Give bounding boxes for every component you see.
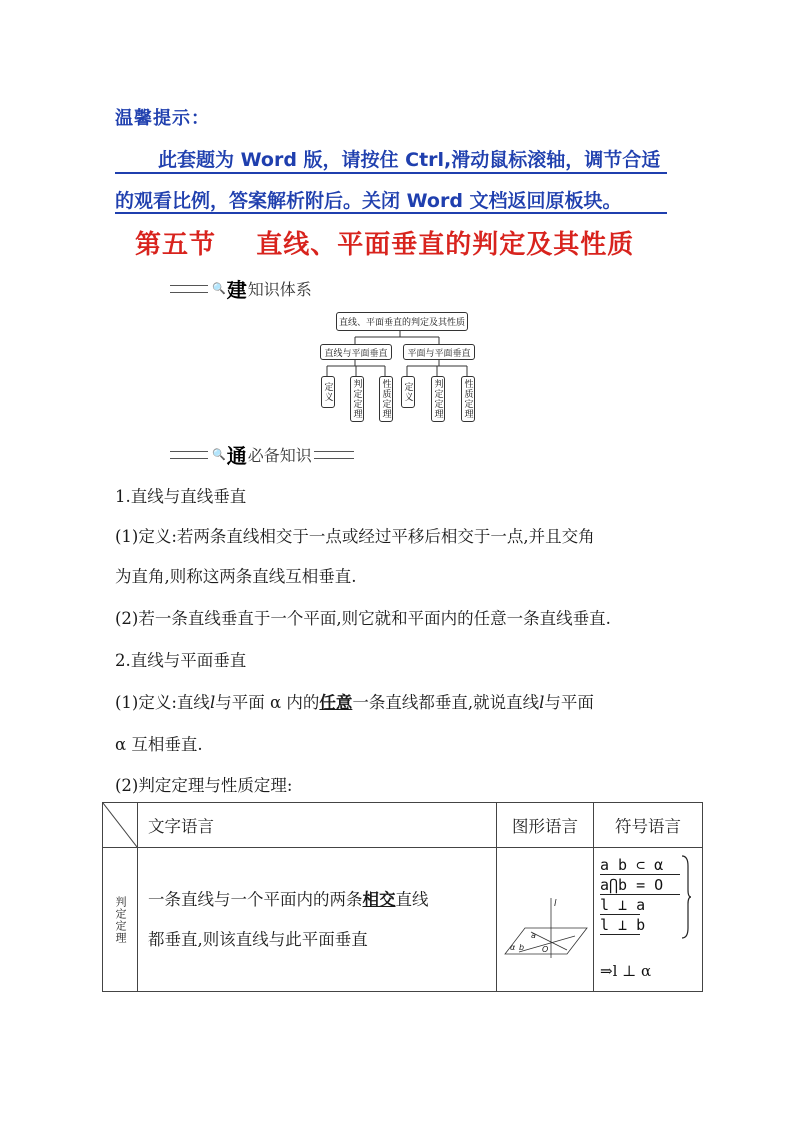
underlined-term: 相交 [362, 889, 396, 909]
heading-line-line: 1.直线与直线垂直 [115, 487, 247, 506]
symbol-line-3: l ⊥ a [600, 895, 646, 914]
symbol-rule [600, 874, 680, 875]
symbol-line-2: a⋂b = O [600, 875, 664, 894]
header-figure-lang: 图形语言 [497, 803, 594, 848]
text: 一条直线与一个平面内的两条 [148, 889, 363, 909]
label-l: l [554, 898, 557, 909]
section-label: 知识体系 [247, 280, 312, 299]
table-header-row [103, 803, 703, 848]
tree-root: 直线、平面垂直的判定及其性质 [336, 312, 468, 331]
tip-line-1: 此套题为 Word 版，请按住 Ctrl,滑动鼠标滚轴，调节合适 [158, 149, 661, 171]
text: 与平面 [544, 693, 594, 712]
tip-underline-1 [115, 172, 667, 174]
section-label: 必备知识 [247, 446, 312, 465]
plane-figure [497, 870, 593, 970]
section-char: 通 [226, 444, 247, 468]
tree-leaf-judgment-2: 判定定理 [431, 376, 445, 422]
theorem-table [102, 802, 703, 992]
text: 直线 [395, 889, 429, 909]
right-brace [680, 854, 692, 940]
label-b: b [519, 942, 525, 952]
magnifier-icon: 🔍 [212, 448, 226, 461]
para-def-2b: α 互相垂直. [115, 735, 203, 754]
text: (1)定义:直线 [115, 693, 210, 712]
tip-title: 温馨提示： [115, 108, 210, 129]
text-lang-line-1 [148, 880, 496, 920]
table-row [103, 848, 703, 992]
tree-leaf-property-2: 性质定理 [461, 376, 475, 422]
text-lang-line-2: 都垂直,则该直线与此平面垂直 [148, 929, 368, 949]
symbol-rule [600, 934, 640, 935]
tree-leaf-definition-2: 定义 [401, 376, 415, 408]
double-rule [170, 285, 208, 293]
diagonal-cell [103, 803, 138, 848]
header-text-lang: 文字语言 [138, 803, 497, 848]
symbol-line-4: l ⊥ b [600, 915, 646, 934]
label-a: a [531, 930, 536, 940]
para-def-1a: (1)定义:若两条直线相交于一点或经过平移后相交于一点,并且交角 [115, 527, 595, 546]
row-label: 判定定理 [114, 895, 127, 944]
para-theorems: (2)判定定理与性质定理: [115, 776, 293, 795]
tree-leaf-property: 性质定理 [379, 376, 393, 422]
para-def-2a [115, 689, 594, 713]
tip-underline-2 [115, 212, 667, 214]
magnifier-icon: 🔍 [212, 282, 226, 295]
label-alpha: α [510, 942, 516, 952]
symbol-cell [594, 848, 703, 992]
tree-node-plane-plane: 平面与平面垂直 [403, 344, 475, 360]
figure-cell [497, 848, 594, 992]
row-label-cell [103, 848, 138, 992]
para-2: (2)若一条直线垂直于一个平面,则它就和平面内的任意一条直线垂直. [115, 609, 611, 628]
tree-leaf-definition: 定义 [321, 376, 335, 408]
diagonal-line [103, 803, 137, 847]
header-symbol-lang: 符号语言 [594, 803, 703, 848]
var-l: l [209, 693, 216, 712]
section-header-knowledge [170, 440, 354, 469]
symbol-rule [600, 914, 640, 915]
double-rule [170, 451, 208, 459]
section-char: 建 [226, 278, 247, 302]
tree-leaf-judgment: 判定定理 [350, 376, 364, 422]
symbol-rule [600, 894, 680, 895]
tip-line-2: 的观看比例，答案解析附后。关闭 Word 文档返回原板块。 [115, 190, 622, 212]
underlined-term: 任意 [319, 693, 353, 712]
para-def-1b: 为直角,则称这两条直线互相垂直. [115, 567, 357, 586]
section-header-system [170, 274, 312, 303]
label-O: O [542, 944, 549, 954]
text: 与平面 α 内的 [215, 693, 320, 712]
symbol-block [598, 852, 698, 988]
conclusion: ⇒l ⊥ α [600, 961, 652, 980]
chapter-title: 第五节 直线、平面垂直的判定及其性质 [135, 230, 635, 260]
heading-line-plane: 2.直线与平面垂直 [115, 651, 247, 670]
double-rule [314, 451, 354, 459]
symbol-line-1: a b ⊂ α [600, 855, 664, 874]
tree-node-line-plane: 直线与平面垂直 [320, 344, 392, 360]
text-lang-cell [138, 848, 497, 992]
text: 一条直线都垂直,就说直线 [352, 693, 540, 712]
var-l: l [539, 693, 545, 712]
